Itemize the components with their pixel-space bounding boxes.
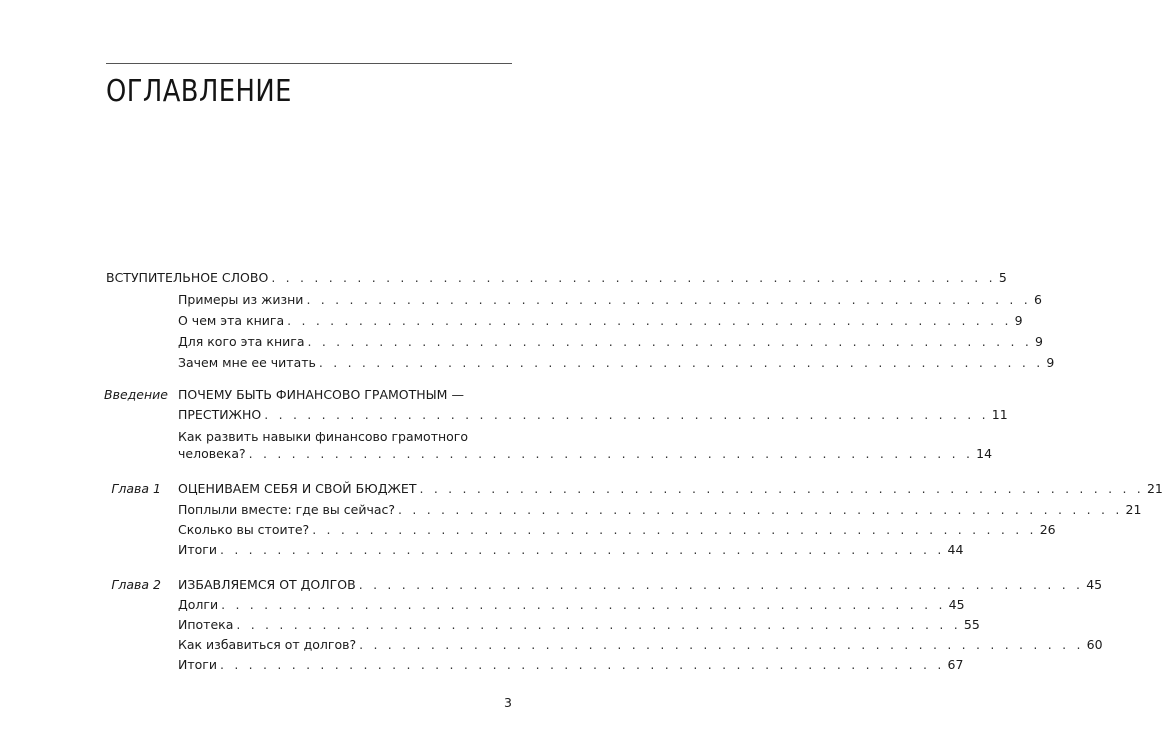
toc-leader: . . . . . . . . . . . . . . . . . . . . . . . . . . . . . . . . . . . . . . . . . . . . . . . . . . .	[306, 292, 1031, 307]
toc-entry-title: Итоги	[178, 542, 217, 557]
toc-subentry[interactable]	[178, 355, 1055, 371]
toc-subentry[interactable]	[178, 617, 980, 633]
toc-leader: . . . . . . . . . . . . . . . . . . . . . . . . . . . . . . . . . . . . . . . . . . . . . . . . . . .	[398, 502, 1123, 517]
toc-entry-title: ПОЧЕМУ БЫТЬ ФИНАНСОВО ГРАМОТНЫМ —	[178, 387, 464, 402]
page-number: 3	[504, 695, 512, 710]
toc-entry-page: 9	[1035, 334, 1043, 349]
toc-entry-title: Как избавиться от долгов?	[178, 637, 357, 652]
toc-entry-title: ПРЕСТИЖНО	[178, 407, 262, 422]
toc-subentry[interactable]	[178, 292, 1042, 308]
top-rule	[106, 63, 512, 64]
toc-leader: . . . . . . . . . . . . . . . . . . . . . . . . . . . . . . . . . . . . . . . . . . . . . . . . . . .	[248, 446, 974, 461]
toc-entry-page: 6	[1033, 292, 1042, 307]
toc-entry-page: 26	[1039, 522, 1056, 537]
toc-subentry[interactable]	[178, 542, 964, 558]
toc-entry-title: ВСТУПИТЕЛЬНОЕ СЛОВО	[106, 270, 269, 285]
toc-subentry[interactable]	[178, 313, 1023, 329]
toc-leader: . . . . . . . . . . . . . . . . . . . . . . . . . . . . . . . . . . . . . . . . . . . . . . . . . . .	[358, 577, 1084, 592]
toc-entry-title: ИЗБАВЛЯЕМСЯ ОТ ДОЛГОВ	[178, 577, 356, 592]
toc-entry-page: 11	[991, 407, 1008, 422]
toc-leader: . . . . . . . . . . . . . . . . . . . . . . . . . . . . . . . . . . . . . . . . . . . . . . . . . . .	[221, 597, 946, 612]
toc-entry-page: 5	[998, 270, 1007, 285]
toc-subentry-line2[interactable]	[178, 446, 993, 462]
toc-entry-chapter1[interactable]	[178, 481, 1163, 497]
toc-entry-introduction-line2[interactable]	[178, 407, 1008, 423]
toc-entry-page: 9	[1046, 355, 1055, 370]
toc-leader: . . . . . . . . . . . . . . . . . . . . . . . . . . . . . . . . . . . . . . . . . . . . . . . . . . .	[236, 617, 961, 632]
toc-leader: . . . . . . . . . . . . . . . . . . . . . . . . . . . . . . . . . . . . . . . . . . . . . . . . . . .	[287, 313, 1012, 328]
toc-entry-page: 45	[948, 597, 965, 612]
toc-leader: . . . . . . . . . . . . . . . . . . . . . . . . . . . . . . . . . . . . . . . . . . . . . . . . . . .	[307, 334, 1032, 349]
toc-entry-page: 60	[1086, 637, 1103, 652]
toc-entry-title: Поплыли вместе: где вы сейчас?	[178, 502, 396, 517]
toc-entry-title: Итоги	[178, 657, 217, 672]
toc-entry-page: 45	[1086, 577, 1103, 592]
section-label-chapter2: Глава 2	[111, 577, 161, 592]
toc-leader: . . . . . . . . . . . . . . . . . . . . . . . . . . . . . . . . . . . . . . . . . . . . . . . . . . .	[219, 657, 945, 672]
toc-leader: . . . . . . . . . . . . . . . . . . . . . . . . . . . . . . . . . . . . . . . . . . . . . . . . . . .	[312, 522, 1037, 537]
toc-subentry[interactable]	[178, 522, 1056, 538]
toc-entry-page: 9	[1014, 313, 1023, 328]
toc-entry-title: человека?	[178, 446, 246, 461]
toc-entry-title: Примеры из жизни	[178, 292, 304, 307]
section-label-introduction: Введение	[104, 387, 168, 402]
toc-entry-page: 55	[963, 617, 980, 632]
toc-entry-title: О чем эта книга	[178, 313, 285, 328]
toc-entry-title: Долги	[178, 597, 219, 612]
page-title: ОГЛАВЛЕНИЕ	[106, 74, 292, 109]
toc-entry-introduction-line1[interactable]	[178, 387, 512, 403]
toc-entry-title: ОЦЕНИВАЕМ СЕБЯ И СВОЙ БЮДЖЕТ	[178, 481, 417, 496]
toc-subentry[interactable]	[178, 334, 1043, 350]
toc-entry-chapter2[interactable]	[178, 577, 1103, 593]
toc-entry-page: 21	[1125, 502, 1142, 517]
toc-subentry[interactable]	[178, 597, 965, 613]
toc-entry-page: 67	[947, 657, 964, 672]
toc-entry-page: 21	[1146, 481, 1163, 496]
toc-entry-intro[interactable]	[106, 270, 1007, 286]
toc-leader: . . . . . . . . . . . . . . . . . . . . . . . . . . . . . . . . . . . . . . . . . . . . . . . . . . .	[318, 355, 1044, 370]
toc-entry-title: Ипотека	[178, 617, 234, 632]
toc-leader: . . . . . . . . . . . . . . . . . . . . . . . . . . . . . . . . . . . . . . . . . . . . . . . . . . .	[419, 481, 1144, 496]
toc-subentry[interactable]	[178, 502, 1142, 518]
toc-leader: . . . . . . . . . . . . . . . . . . . . . . . . . . . . . . . . . . . . . . . . . . . . . . . . . . .	[264, 407, 989, 422]
section-label-chapter1: Глава 1	[111, 481, 161, 496]
toc-entry-page: 44	[947, 542, 964, 557]
toc-subentry-line1[interactable]	[178, 429, 512, 445]
toc-entry-title: Сколько вы стоите?	[178, 522, 310, 537]
toc-leader: . . . . . . . . . . . . . . . . . . . . . . . . . . . . . . . . . . . . . . . . . . . . . . . . . . .	[219, 542, 945, 557]
toc-entry-title: Зачем мне ее читать	[178, 355, 316, 370]
toc-subentry[interactable]	[178, 657, 964, 673]
toc-leader: . . . . . . . . . . . . . . . . . . . . . . . . . . . . . . . . . . . . . . . . . . . . . . . . . . .	[271, 270, 996, 285]
toc-entry-page: 14	[976, 446, 993, 461]
toc-leader: . . . . . . . . . . . . . . . . . . . . . . . . . . . . . . . . . . . . . . . . . . . . . . . . . . .	[359, 637, 1084, 652]
toc-subentry[interactable]	[178, 637, 1103, 653]
toc-entry-title: Для кого эта книга	[178, 334, 305, 349]
toc-entry-title: Как развить навыки финансово грамотного	[178, 429, 469, 444]
